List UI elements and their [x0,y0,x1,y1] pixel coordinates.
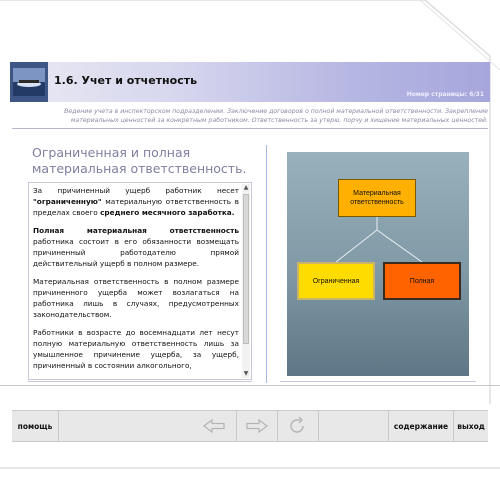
scroll-thumb[interactable] [243,194,249,344]
emphasis-text: "ограниченную" [33,197,102,206]
responsibility-diagram [287,152,469,376]
scroll-down-icon[interactable]: ▼ [243,370,249,377]
content-paragraph [33,327,239,371]
content-paragraph [33,225,239,269]
page-counter: Номер страницы: 6/31 [406,91,484,98]
toolbar-separator [318,411,319,441]
vertical-divider [266,145,267,383]
content-paragraph [33,276,239,320]
lesson-header [10,62,490,102]
navigation-toolbar [12,410,488,442]
toolbar-separator [277,411,278,441]
lesson-thumbnail-icon [10,62,48,102]
scroll-up-icon[interactable]: ▲ [243,184,249,191]
body-text: Работники в возрасте до восемнадцати лет несут полную материальную ответственность лишь за умышленное причинение ущерба, за ущерб, причиненный в состоянии алкогольного, [33,328,239,370]
lesson-description: Ведение учета в инспекторском подразделении. Заключение договоров о полной материальной ответственности. Закрепление материальных ценностей за конкретным работником. Ответственность за утерю, порчу и хищение материальных ценностей. [64,108,488,124]
help-button[interactable]: помощь [17,421,53,431]
header-divider [12,128,488,129]
body-text: работника состоит в его обязанности возмещать причиненный работодателю прямой действительный ущерб в полном размере. [33,237,239,268]
content-underline [28,381,252,382]
body-text: Материальная ответственность в полном размере причиненного ущерба может возлагаться на работника лишь в случаях, предусмотренных законодательством. [33,277,239,319]
body-text: За причиненный ущерб работник несет [33,186,239,195]
content-text [33,185,239,378]
arrow-right-icon[interactable] [243,416,271,436]
arrow-left-icon[interactable] [200,416,228,436]
contents-button[interactable]: содержание [393,421,449,431]
diagram-underline [280,381,476,382]
exit-button[interactable]: выход [457,421,485,431]
content-text-panel[interactable] [28,182,252,380]
diagram-box-limited: Ограниченная [297,262,375,300]
content-title: Ограниченная и полная материальная ответственность. [32,145,247,176]
content-bottom-divider [0,385,500,386]
text-scrollbar[interactable] [242,184,250,378]
toolbar-separator [388,411,389,441]
body-text: материальную ответственность в пределах своего [33,197,239,217]
toolbar-separator [58,411,59,441]
emphasis-text: Полная материальная ответственность [33,226,239,235]
emphasis-text: среднего месячного заработка. [100,208,235,217]
content-paragraph [33,185,239,218]
diagram-box-material-responsibility: Материальная ответственность [338,179,416,217]
refresh-icon[interactable] [284,416,312,436]
lesson-title: 1.6. Учет и отчетность [54,74,198,87]
diagram-box-full: Полная [383,262,461,300]
toolbar-separator [236,411,237,441]
